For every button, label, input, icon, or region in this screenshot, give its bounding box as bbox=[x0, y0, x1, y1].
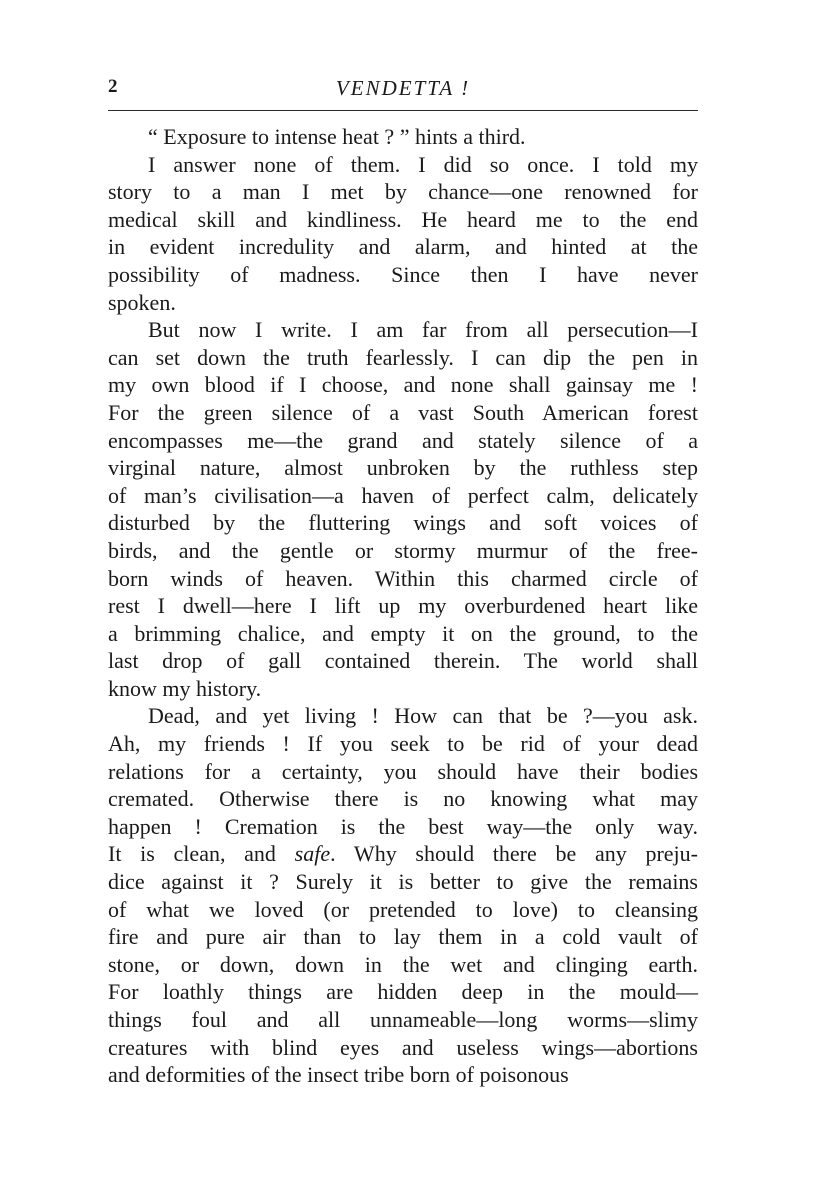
text-line: rest I dwell—here I lift up my overburdened heart like bbox=[108, 593, 698, 619]
text-line: can set down the truth fearlessly. I can dip the pen in bbox=[108, 344, 698, 370]
text-line: I answer none of them. I did so once. I told my bbox=[148, 151, 698, 177]
text-line: and deformities of the insect tribe born of poisonous bbox=[108, 1062, 569, 1088]
book-page bbox=[108, 76, 698, 1089]
text-line: dice against it ? Surely it is better to give the remains bbox=[108, 869, 698, 895]
text-line: For loathly things are hidden deep in the mould— bbox=[108, 979, 698, 1005]
text-line: birds, and the gentle or stormy murmur of the free- bbox=[108, 537, 698, 563]
page-number: 2 bbox=[108, 76, 118, 97]
text-line: stone, or down, down in the wet and clinging earth. bbox=[108, 951, 698, 977]
paragraph bbox=[108, 151, 698, 317]
text-line: in evident incredulity and alarm, and hinted at the bbox=[108, 234, 698, 260]
text-line: For the green silence of a vast South American forest bbox=[108, 399, 698, 425]
text-line: story to a man I met by chance—one renowned for bbox=[108, 179, 698, 205]
paragraph bbox=[108, 702, 698, 1088]
text-line: last drop of gall contained therein. The world shall bbox=[108, 648, 698, 674]
paragraph bbox=[108, 316, 698, 702]
text-line: of man’s civilisation—a haven of perfect calm, delicately bbox=[108, 482, 698, 508]
text-line: possibility of madness. Since then I have never bbox=[108, 261, 698, 287]
text-line: disturbed by the fluttering wings and soft voices of bbox=[108, 510, 698, 536]
text-line: fire and pure air than to lay them in a cold vault of bbox=[108, 924, 698, 950]
text-line: creatures with blind eyes and useless wings—abortions bbox=[108, 1034, 698, 1060]
text-line: relations for a certainty, you should have their bodies bbox=[108, 758, 698, 784]
text-line: happen ! Cremation is the best way—the only way. bbox=[108, 813, 698, 839]
text-line: encompasses me—the grand and stately silence of a bbox=[108, 427, 698, 453]
text-line: a brimming chalice, and empty it on the ground, to the bbox=[108, 620, 698, 646]
text-line: Ah, my friends ! If you seek to be rid of your dead bbox=[108, 731, 698, 757]
text-line: virginal nature, almost unbroken by the ruthless step bbox=[108, 455, 698, 481]
text-line: spoken. bbox=[108, 289, 176, 315]
running-title: VENDETTA ! bbox=[335, 76, 471, 100]
page-header bbox=[108, 76, 698, 104]
body-text bbox=[108, 123, 698, 1089]
text-line: born winds of heaven. Within this charmed circle of bbox=[108, 565, 698, 591]
paragraph bbox=[108, 123, 698, 151]
header-rule bbox=[108, 110, 698, 111]
text-line: know my history. bbox=[108, 675, 262, 701]
text-line: medical skill and kindliness. He heard me to the end bbox=[108, 206, 698, 232]
text-line: things foul and all unnameable—long worms—slimy bbox=[108, 1007, 698, 1032]
text-line: my own blood if I choose, and none shall gainsay me ! bbox=[108, 372, 698, 398]
text-line: It is clean, and safe. Why should there be any preju- bbox=[108, 841, 698, 867]
text-line: Dead, and yet living ! How can that be ?—you ask. bbox=[148, 703, 698, 729]
text-line: “ Exposure to intense heat ? ” hints a third. bbox=[148, 124, 526, 149]
text-line: cremated. Otherwise there is no knowing what may bbox=[108, 786, 698, 812]
text-line: of what we loved (or pretended to love) to cleansing bbox=[108, 896, 698, 922]
text-line: But now I write. I am far from all persecution—I bbox=[148, 317, 698, 343]
